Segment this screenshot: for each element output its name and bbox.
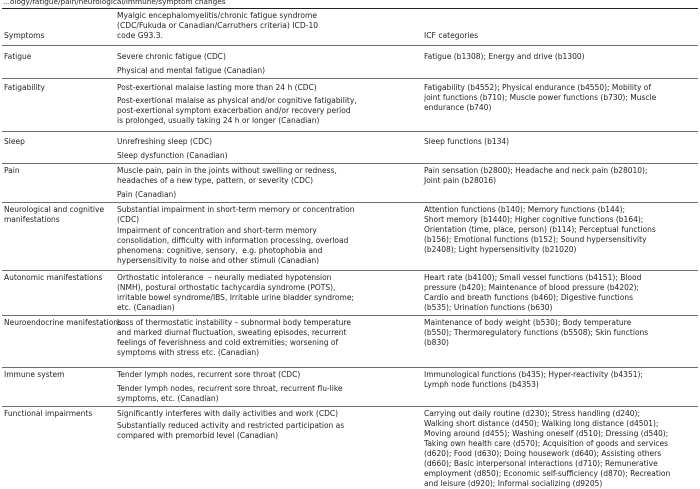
icf-categories: Heart rate (b4100); Small vessel functions (b4151); Blood pressure (b420); Maintenance of blood pressure (b4202); Cardio and breath functions (b460); Digestive functions (b535); Urination functions (b630) bbox=[424, 273, 642, 312]
table-caption: ...ology/fatigue/pain/neurological/immune/symptom changes bbox=[3, 0, 226, 6]
symptom-functional-impairments: Functional impairments bbox=[4, 409, 93, 418]
definition-cdc: Severe chronic fatigue (CDC) bbox=[117, 52, 226, 61]
symptom-immune: Immune system bbox=[4, 370, 65, 379]
table-top-rule bbox=[2, 8, 698, 9]
icf-categories: Fatigability (b4552); Physical endurance (b4550); Mobility of joint functions (b710); Muscle power functions (b730); Muscle endurance (b740) bbox=[424, 83, 657, 112]
definition-canadian: Substantially reduced activity and restricted participation as compared with premorbid level (Canadian) bbox=[117, 421, 345, 440]
symptom-pain: Pain bbox=[4, 166, 20, 175]
column-header-definition: Myalgic encephalomyelitis/chronic fatigue syndrome (CDC/Fukuda or Canadian/Carruthers criteria) ICD-10 code G93.3. bbox=[117, 11, 319, 40]
icf-categories: Fatigue (b1308); Energy and drive (b1300) bbox=[424, 52, 585, 61]
definition-canadian: Physical and mental fatigue (Canadian) bbox=[117, 66, 266, 75]
definition-cdc: Muscle pain, pain in the joints without swelling or redness, headaches of a new type, pattern, or severity (CDC) bbox=[117, 166, 337, 185]
definition-canadian: Post-exertional malaise as physical and/or cognitive fatigability, post-exertional symptom exacerbation and/or recovery period is prolonged, usually taking 24 h or longer (Canadian) bbox=[117, 96, 357, 125]
symptom-autonomic: Autonomic manifestations bbox=[4, 273, 103, 282]
symptom-fatigue: Fatigue bbox=[4, 52, 32, 61]
row-divider bbox=[2, 315, 698, 316]
definition-canadian: Impairment of concentration and short-term memory consolidation, difficulty with information processing, overload phenomena: cognitive, sensory, e.g. photophobia and hypersensitivity to noise and other stimuli (Canadian) bbox=[117, 226, 349, 265]
row-divider bbox=[2, 202, 698, 203]
row-divider bbox=[2, 270, 698, 271]
definition-canadian: Tender lymph nodes, recurrent sore throat, recurrent flu-like symptoms, etc. (Canadian) bbox=[117, 384, 343, 403]
definition-canadian: Orthostatic intolerance – neurally mediated hypotension (NMH), postural orthostatic tachycardia syndrome (POTS), irritable bowel syndrome/IBS, Irritable urine bladder syndrome; etc. (Canadian) bbox=[117, 273, 354, 312]
symptom-neurological-cognitive: Neurological and cognitive manifestations bbox=[4, 205, 105, 224]
row-divider bbox=[2, 78, 698, 79]
row-divider bbox=[2, 131, 698, 132]
definition-cdc: Unrefreshing sleep (CDC) bbox=[117, 137, 213, 146]
column-header-icf: ICF categories bbox=[424, 31, 479, 40]
definition-canadian: Loss of thermostatic instability – subnormal body temperature and marked diurnal fluctuation, sweating episodes, recurrent feelings of feverishness and cold extremities; worsening of symptoms with stress etc. (Canadian) bbox=[117, 318, 351, 357]
icf-categories: Pain sensation (b2800); Headache and neck pain (b28010); Joint pain (b28016) bbox=[424, 166, 648, 185]
symptom-sleep: Sleep bbox=[4, 137, 25, 146]
icf-categories: Maintenance of body weight (b530); Body temperature (b550); Thermoregulatory functions (b5508); Skin functions (b830) bbox=[424, 318, 649, 347]
definition-cdc: Post-exertional malaise lasting more than 24 h (CDC) bbox=[117, 83, 317, 92]
definition-canadian: Pain (Canadian) bbox=[117, 190, 177, 199]
definition-cdc: Tender lymph nodes, recurrent sore throat (CDC) bbox=[117, 370, 301, 379]
header-bottom-rule bbox=[2, 45, 698, 46]
symptom-neuroendocrine: Neuroendocrine manifestations bbox=[4, 318, 122, 327]
row-divider bbox=[2, 367, 698, 368]
icf-categories: Carrying out daily routine (d230); Stress handling (d240); Walking short distance (d450); Walking long distance (d4501); Moving around (d455); Washing oneself (d510); Dressing (d540); Taking own health care (d570); Acquisition of goods and services (d620); Food (d630); Doing housework (d640); Assisting others (d660); Basic interpersonal interactions (d710); Remunerative employment (d850); Economic self-sufficiency (d870); Recreation and leisure (d920); Informal socializing (d9205) bbox=[424, 409, 671, 488]
column-header-symptoms: Symptoms bbox=[4, 31, 45, 40]
symptom-fatigability: Fatigability bbox=[4, 83, 45, 92]
row-divider bbox=[2, 163, 698, 164]
icf-categories: Immunological functions (b435); Hyper-reactivity (b4351); Lymph node functions (b4353) bbox=[424, 370, 643, 389]
icf-categories: Attention functions (b140); Memory functions (b144); Short memory (b1440); Higher cognitive functions (b164); Orientation (time, place, person) (b114); Perceptual functions (b156); Emotional functions (b152); Sound hypersensitivity (b2408); Light hypersensitivity (b21020) bbox=[424, 205, 656, 254]
definition-cdc: Substantial impairment in short-term memory or concentration (CDC) bbox=[117, 205, 355, 224]
definition-canadian: Sleep dysfunction (Canadian) bbox=[117, 151, 228, 160]
row-divider bbox=[2, 406, 698, 407]
definition-cdc: Significantly interferes with daily activities and work (CDC) bbox=[117, 409, 339, 418]
icf-categories: Sleep functions (b134) bbox=[424, 137, 510, 146]
